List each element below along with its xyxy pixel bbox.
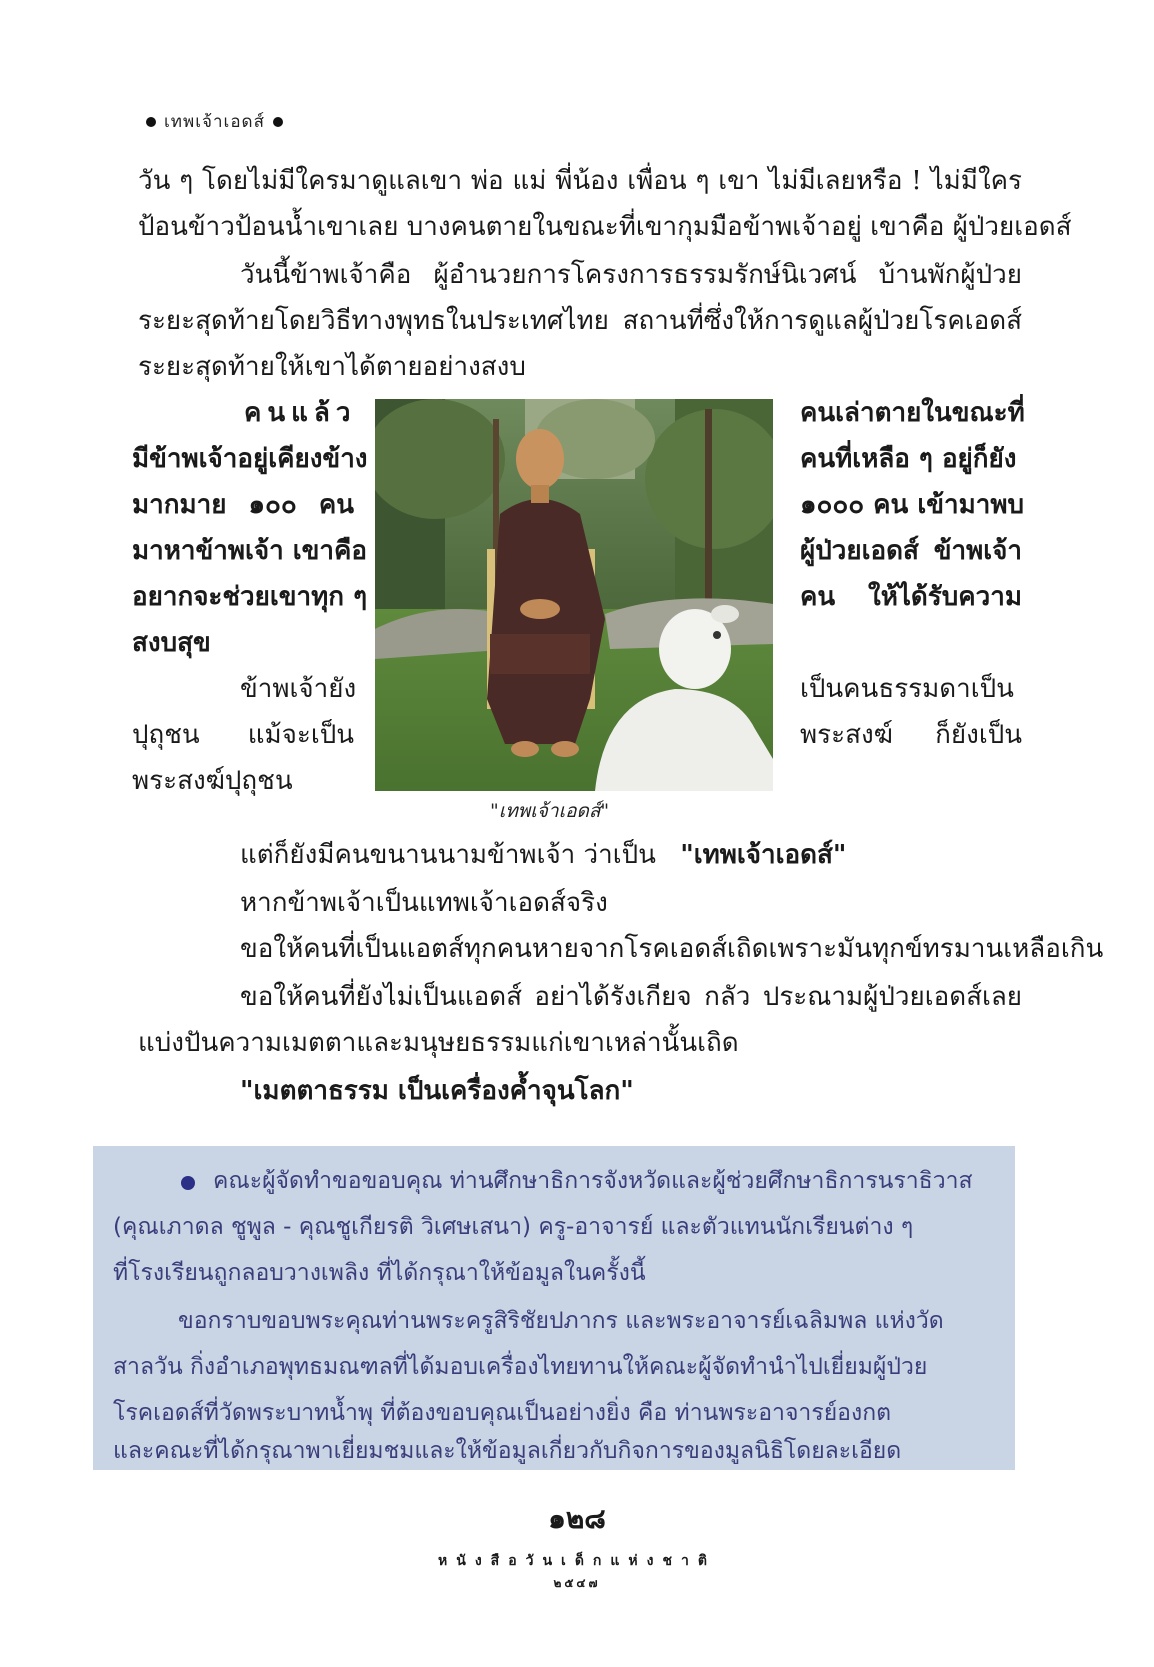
acknowledgement-line: โรคเอดส์ที่วัดพระบาทน้ำพุ ที่ต้องขอบคุณเป็นอย่างยิ่ง คือ ท่านพระอาจารย์องกต xyxy=(113,1400,892,1426)
header-title: เทพเจ้าเอดส์ xyxy=(164,112,265,132)
acknowledgement-line: สาลวัน กิ่งอำเภอพุทธมณฑลที่ได้มอบเครื่องไทยทานให้คณะผู้จัดทำนำไปเยี่ยมผู้ป่วย xyxy=(113,1354,928,1380)
left-column-line: ข้าพเจ้ายัง xyxy=(240,674,357,704)
quote-line: "เมตตาธรรม เป็นเครื่องค้ำจุนโลก" xyxy=(240,1076,634,1106)
body-line: ระยะสุดท้ายโดยวิธีทางพุทธในประเทศไทย สถานที่ซึ่งให้การดูแลผู้ป่วยโรคเอดส์ xyxy=(138,306,1022,336)
monk-photo xyxy=(375,399,773,791)
left-column-line: ปุถุชน แม้จะเป็น xyxy=(132,720,354,750)
right-column-line: เป็นคนธรรมดาเป็น xyxy=(800,674,1014,704)
body-line: วันนี้ข้าพเจ้าคือ ผู้อำนวยการโครงการธรรมรักษ์นิเวศน์ บ้านพักผู้ป่วย xyxy=(240,260,1022,290)
body-line: ระยะสุดท้ายให้เขาได้ตายอย่างสงบ xyxy=(138,352,526,382)
left-column-line: มีข้าพเจ้าอยู่เคียงข้าง xyxy=(132,444,368,474)
acknowledgement-box xyxy=(93,1146,1015,1470)
bullet-icon xyxy=(181,1176,195,1190)
acknowledgement-line: และคณะที่ได้กรุณาพาเยี่ยมชมและให้ข้อมูลเกี่ยวกับกิจการของมูลนิธิโดยละเอียด xyxy=(113,1438,902,1464)
left-column-line: มากมาย ๑๐๐ คน xyxy=(132,490,354,520)
running-header xyxy=(138,108,291,135)
left-column-line: อยากจะช่วยเขาทุก ๆ xyxy=(132,582,368,612)
left-column-line: คนแล้ว xyxy=(244,398,357,428)
right-column-line: คนเล่าตายในขณะที่ xyxy=(800,398,1025,428)
acknowledgement-line: (คุณเภาดล ชูพูล - คุณชูเกียรติ วิเศษเสนา) ครู-อาจารย์ และตัวแทนนักเรียนต่าง ๆ xyxy=(113,1214,914,1240)
body-line xyxy=(240,838,846,872)
body-text: แต่ก็ยังมีคนขนานนามข้าพเจ้า ว่าเป็น xyxy=(240,840,656,870)
right-column-line: พระสงฆ์ ก็ยังเป็น xyxy=(800,720,1022,750)
page-number: ๑๒๘ xyxy=(548,1502,606,1535)
emphasis-text: "เทพเจ้าเอดส์" xyxy=(680,840,847,870)
acknowledgement-line: ขอกราบขอบพระคุณท่านพระครูสิริชัยปภากร และพระอาจารย์เฉลิมพล แห่งวัด xyxy=(178,1308,944,1334)
left-column-line: สงบสุข xyxy=(132,628,211,658)
bullet-icon xyxy=(146,117,156,127)
book-title: หนังสือวันเด็กแห่งชาติ xyxy=(438,1553,716,1569)
left-column-line: มาหาข้าพเจ้า เขาคือ xyxy=(132,536,368,566)
body-line: ขอให้คนที่เป็นแอตส์ทุกคนหายจากโรคเอดส์เถิดเพราะมันทุกข์ทรมานเหลือเกิน xyxy=(240,934,1104,964)
acknowledgement-line: ที่โรงเรียนถูกลอบวางเพลิง ที่ได้กรุณาให้ข้อมูลในครั้งนี้ xyxy=(113,1260,646,1286)
body-line: หากข้าพเจ้าเป็นแทพเจ้าเอดส์จริง xyxy=(240,888,608,918)
book-year: ๒๕๔๗ xyxy=(553,1576,601,1590)
monk-photo-image xyxy=(375,399,773,791)
right-column-line: คน ให้ได้รับความ xyxy=(800,582,1022,612)
right-column-line: คนที่เหลือ ๆ อยู่ก็ยัง xyxy=(800,444,1017,474)
body-line: วัน ๆ โดยไม่มีใครมาดูแลเขา พ่อ แม่ พี่น้อง เพื่อน ๆ เขา ไม่มีเลยหรือ ! ไม่มีใคร xyxy=(138,166,1022,196)
body-line: แบ่งปันความเมตตาและมนุษยธรรมแก่เขาเหล่านั้นเถิด xyxy=(138,1028,739,1058)
right-column-line: ผู้ป่วยเอดส์ ข้าพเจ้า xyxy=(800,536,1022,566)
right-column-line: ๑๐๐๐ คน เข้ามาพบ xyxy=(800,490,1025,520)
left-column-line: พระสงฆ์ปุถุชน xyxy=(132,766,293,796)
acknowledgement-line: คณะผู้จัดทำขอขอบคุณ ท่านศึกษาธิการจังหวัดและผู้ช่วยศึกษาธิการนราธิวาส xyxy=(213,1168,973,1194)
body-line: ป้อนข้าวป้อนน้ำเขาเลย บางคนตายในขณะที่เขากุมมือข้าพเจ้าอยู่ เขาคือ ผู้ป่วยเอดส์ xyxy=(138,212,1072,242)
body-line: ขอให้คนที่ยังไม่เป็นแอดส์ อย่าได้รังเกียจ กลัว ประณามผู้ป่วยเอดส์เลย xyxy=(240,982,1022,1012)
bullet-icon xyxy=(273,117,283,127)
photo-caption: "เทพเจ้าเอดส์" xyxy=(490,800,610,822)
